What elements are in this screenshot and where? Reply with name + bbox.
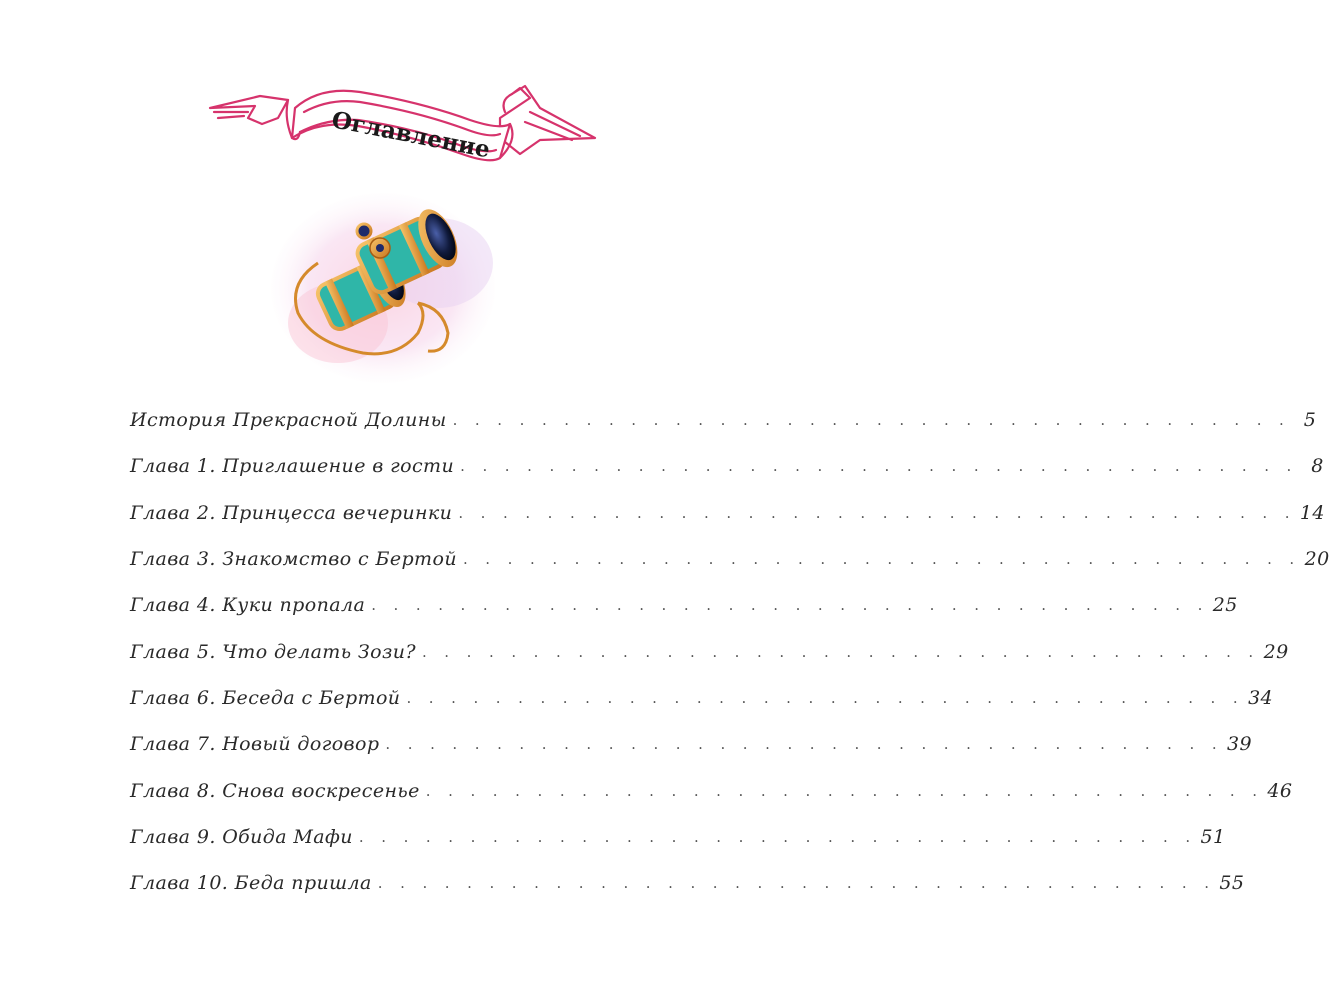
toc-entry-title: Глава 10. Беда пришла [130,872,372,895]
dot-leader: . . . . . . . . . . . . . . . . . . . . . . . . . . . . . . . . . . . . . . [406,688,1245,707]
title-banner [200,78,600,178]
toc-entry[interactable] [130,628,1289,674]
toc-entry-title: Глава 2. Принцесса вечеринки [130,501,453,524]
table-of-contents [130,397,1330,906]
toc-entry[interactable] [130,860,1245,906]
toc-entry-page: 46 [1267,779,1293,802]
dot-leader: . . . . . . . . . . . . . . . . . . . . . . . . . . . . . . . . . . . . . . [462,550,1301,569]
dot-leader: . . . . . . . . . . . . . . . . . . . . . . . . . . . . . . . . . . . . . . [377,874,1216,893]
toc-entry-page: 39 [1227,733,1252,756]
toc-entry[interactable] [130,397,1317,443]
dot-leader: . . . . . . . . . . . . . . . . . . . . . . . . . . . . . . . . . . . . . . [385,735,1224,754]
dot-leader: . . . . . . . . . . . . . . . . . . . . . . . . . . . . . . . . . . . . . . [425,781,1264,800]
toc-entry[interactable] [130,490,1325,536]
dot-leader: . . . . . . . . . . . . . . . . . . . . . . . . . . . . . . . . . . . . . . [460,457,1298,476]
toc-entry-title: Глава 8. Снова воскресенье [130,779,420,802]
toc-entry-title: Глава 3. Знакомство с Бертой [130,548,457,571]
dot-leader: . . . . . . . . . . . . . . . . . . . . . . . . . . . . . . . . . . . . . . [452,411,1291,430]
toc-entry-page: 8 [1311,455,1324,478]
toc-entry[interactable] [130,675,1274,721]
toc-entry-page: 51 [1200,825,1226,848]
dot-leader: . . . . . . . . . . . . . . . . . . . . . . . . . . . . . . . . . . . . . . [458,503,1296,522]
toc-entry-title: Глава 7. Новый договор [130,733,380,756]
toc-entry-title: Глава 6. Беседа с Бертой [130,686,401,709]
toc-entry-title: История Прекрасной Долины [130,409,447,432]
toc-entry[interactable] [130,443,1324,489]
dot-leader: . . . . . . . . . . . . . . . . . . . . . . . . . . . . . . . . . . . . . . [421,642,1260,661]
dot-leader: . . . . . . . . . . . . . . . . . . . . . . . . . . . . . . . . . . . . . . [358,827,1197,846]
binoculars-illustration [268,183,498,393]
toc-entry[interactable] [130,536,1330,582]
toc-entry-page: 34 [1248,686,1274,709]
toc-entry-title: Глава 5. Что делать Зози? [130,640,416,663]
toc-entry[interactable] [130,721,1252,767]
toc-entry-page: 55 [1219,872,1245,895]
toc-entry-page: 14 [1299,501,1325,524]
toc-entry-title: Глава 9. Обида Мафи [130,825,353,848]
toc-entry-page: 29 [1263,640,1289,663]
toc-entry-page: 20 [1304,548,1330,571]
page-title: Оглавление [329,106,493,164]
toc-entry[interactable] [130,767,1293,813]
toc-entry-page: 5 [1303,409,1317,432]
toc-entry-title: Глава 4. Куки пропала [130,594,366,617]
toc-entry-title: Глава 1. Приглашение в гости [130,455,455,478]
toc-entry[interactable] [130,582,1238,628]
dot-leader: . . . . . . . . . . . . . . . . . . . . . . . . . . . . . . . . . . . . . . [371,596,1209,615]
toc-entry-page: 25 [1212,594,1238,617]
toc-entry[interactable] [130,814,1226,860]
opera-glasses-icon [268,183,498,393]
